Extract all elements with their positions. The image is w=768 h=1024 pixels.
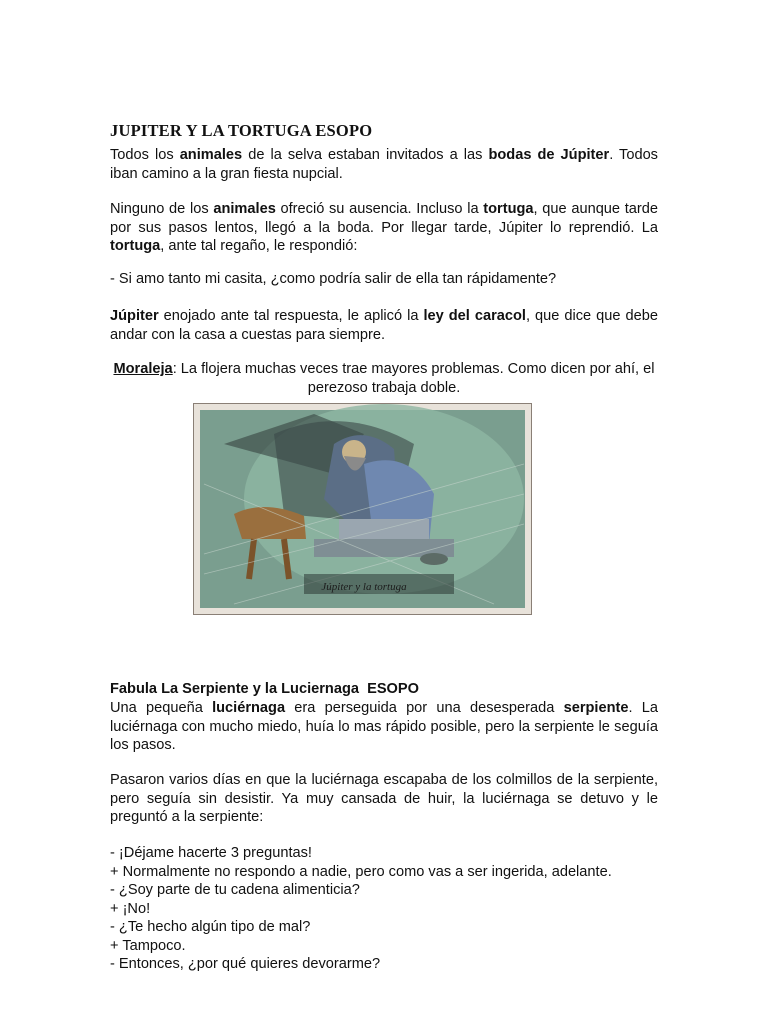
jupiter-turtle-illustration <box>193 403 532 615</box>
dialog-line: - ¿Te hecho algún tipo de mal? <box>110 919 311 935</box>
story2-title: Fabula La Serpiente y la Luciernaga ESOPO <box>110 681 419 697</box>
story2-paragraph-2: Pasaron varios días en que la luciérnaga escapaba de los colmillos de la serpiente, pero seguía sin desistir. Ya muy cansada de huir, la luciérnaga se detuvo y le preguntó a la serpiente: <box>110 772 658 825</box>
story1-paragraph-4: Júpiter enojado ante tal respuesta, le aplicó la ley del caracol, que dice que debe andar con la casa a cuestas para siempre. <box>110 308 658 343</box>
dialog-line: + Tampoco. <box>110 937 186 954</box>
dialog-line: - Entonces, ¿por qué quieres devorarme? <box>110 956 381 972</box>
dialog-line: + ¡No! <box>110 900 151 917</box>
story1-paragraph-1: Todos los animales de la selva estaban invitados a las bodas de Júpiter. Todos iban camino a la gran fiesta nupcial. <box>110 147 658 182</box>
dialog-line: - ¿Soy parte de tu cadena alimenticia? <box>110 882 360 898</box>
dialog-line: - ¡Déjame hacerte 3 preguntas! <box>110 845 312 861</box>
story2-paragraph-1: Una pequeña luciérnaga era perseguida por una desesperada serpiente. La luciérnaga con mucho miedo, huía lo mas rápido posible, pero la serpiente le seguía los pasos. <box>110 700 659 753</box>
story1-title: JUPITER Y LA TORTUGA ESOPO <box>110 121 373 140</box>
moral-label: Moraleja <box>113 361 173 377</box>
image-caption: Júpiter y la tortuga <box>321 581 407 593</box>
dialog <box>110 844 658 974</box>
story1-paragraph-2: Ninguno de los animales ofreció su ausencia. Incluso la tortuga, que aunque tarde por sus pasos lentos, llegó a la boda. Por llegar tarde, Júpiter lo reprendió. La tortuga, ante tal regaño, le respondió: <box>110 201 658 254</box>
story1-paragraph-3: - Si amo tanto mi casita, ¿como podría salir de ella tan rápidamente? <box>110 271 557 287</box>
dialog-line: + Normalmente no respondo a nadie, pero como vas a ser ingerida, adelante. <box>110 863 612 880</box>
moral: Moraleja: La flojera muchas veces trae mayores problemas. Como dicen por ahí, el perezoso trabaja doble. <box>113 361 655 396</box>
